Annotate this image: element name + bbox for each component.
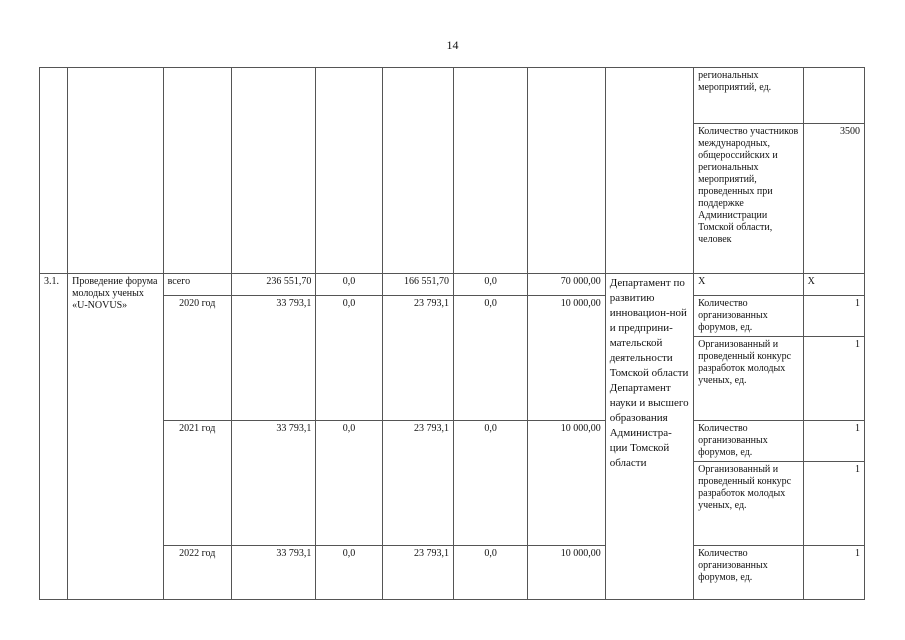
sum-col5: 10 000,00 <box>528 546 605 600</box>
sum-col5: 10 000,00 <box>528 296 605 421</box>
indicator-value <box>803 68 864 124</box>
cell-empty <box>40 68 68 274</box>
table-row <box>40 296 865 337</box>
indicator-value: 1 <box>803 421 864 462</box>
period-label: 2020 год <box>163 296 231 421</box>
sum-col4: 0,0 <box>453 546 527 600</box>
indicator-name: Количество участников международных, общероссийских и региональных мероприятий, проведенных при поддержке Администрации Томской области, человек <box>694 124 804 274</box>
cell-empty <box>605 68 693 274</box>
activity-name: Проведение форума молодых ученых «U-NOVUS» <box>68 274 163 600</box>
table-row <box>40 421 865 462</box>
indicator-name: Организованный и проведенный конкурс разработок молодых ученых, ед. <box>694 337 804 421</box>
cell-empty <box>316 68 382 274</box>
responsible-department: Департамент по развитию инновацион-ной и предприни-мательской деятельности Томской области Департамент науки и высшего образования Администра-ции Томской области <box>605 274 693 600</box>
sum-total: 33 793,1 <box>231 421 315 546</box>
sum-col4: 0,0 <box>453 421 527 546</box>
indicator-name: Количество организованных форумов, ед. <box>694 296 804 337</box>
sum-col2: 0,0 <box>316 296 382 421</box>
cell-empty <box>163 68 231 274</box>
sum-col3: 23 793,1 <box>382 421 453 546</box>
page-number: 14 <box>446 38 459 52</box>
indicator-name: X <box>694 274 804 296</box>
sum-total: 236 551,70 <box>231 274 315 296</box>
sum-col3: 166 551,70 <box>382 274 453 296</box>
indicator-value: 1 <box>803 337 864 421</box>
indicator-name: Количество организованных форумов, ед. <box>694 421 804 462</box>
indicator-value: X <box>803 274 864 296</box>
sum-total: 33 793,1 <box>231 546 315 600</box>
sum-col3: 23 793,1 <box>382 546 453 600</box>
indicator-name: Организованный и проведенный конкурс разработок молодых ученых, ед. <box>694 462 804 546</box>
table-row <box>40 546 865 600</box>
program-table <box>39 67 865 600</box>
cell-empty <box>68 68 163 274</box>
table-row <box>40 274 865 296</box>
sum-col4: 0,0 <box>453 274 527 296</box>
period-label: 2022 год <box>163 546 231 600</box>
sum-col2: 0,0 <box>316 546 382 600</box>
row-number: 3.1. <box>40 274 68 600</box>
sum-col5: 10 000,00 <box>528 421 605 546</box>
indicator-value: 1 <box>803 462 864 546</box>
indicator-value: 3500 <box>803 124 864 274</box>
indicator-value: 1 <box>803 296 864 337</box>
cell-empty <box>231 68 315 274</box>
cell-empty <box>528 68 605 274</box>
sum-col4: 0,0 <box>453 296 527 421</box>
sum-col2: 0,0 <box>316 274 382 296</box>
sum-total: 33 793,1 <box>231 296 315 421</box>
period-label: 2021 год <box>163 421 231 546</box>
indicator-name: региональных мероприятий, ед. <box>694 68 804 124</box>
sum-col5: 70 000,00 <box>528 274 605 296</box>
period-label: всего <box>163 274 231 296</box>
cell-empty <box>382 68 453 274</box>
indicator-name: Количество организованных форумов, ед. <box>694 546 804 600</box>
table-row <box>40 68 865 124</box>
cell-empty <box>453 68 527 274</box>
sum-col2: 0,0 <box>316 421 382 546</box>
sum-col3: 23 793,1 <box>382 296 453 421</box>
indicator-value: 1 <box>803 546 864 600</box>
